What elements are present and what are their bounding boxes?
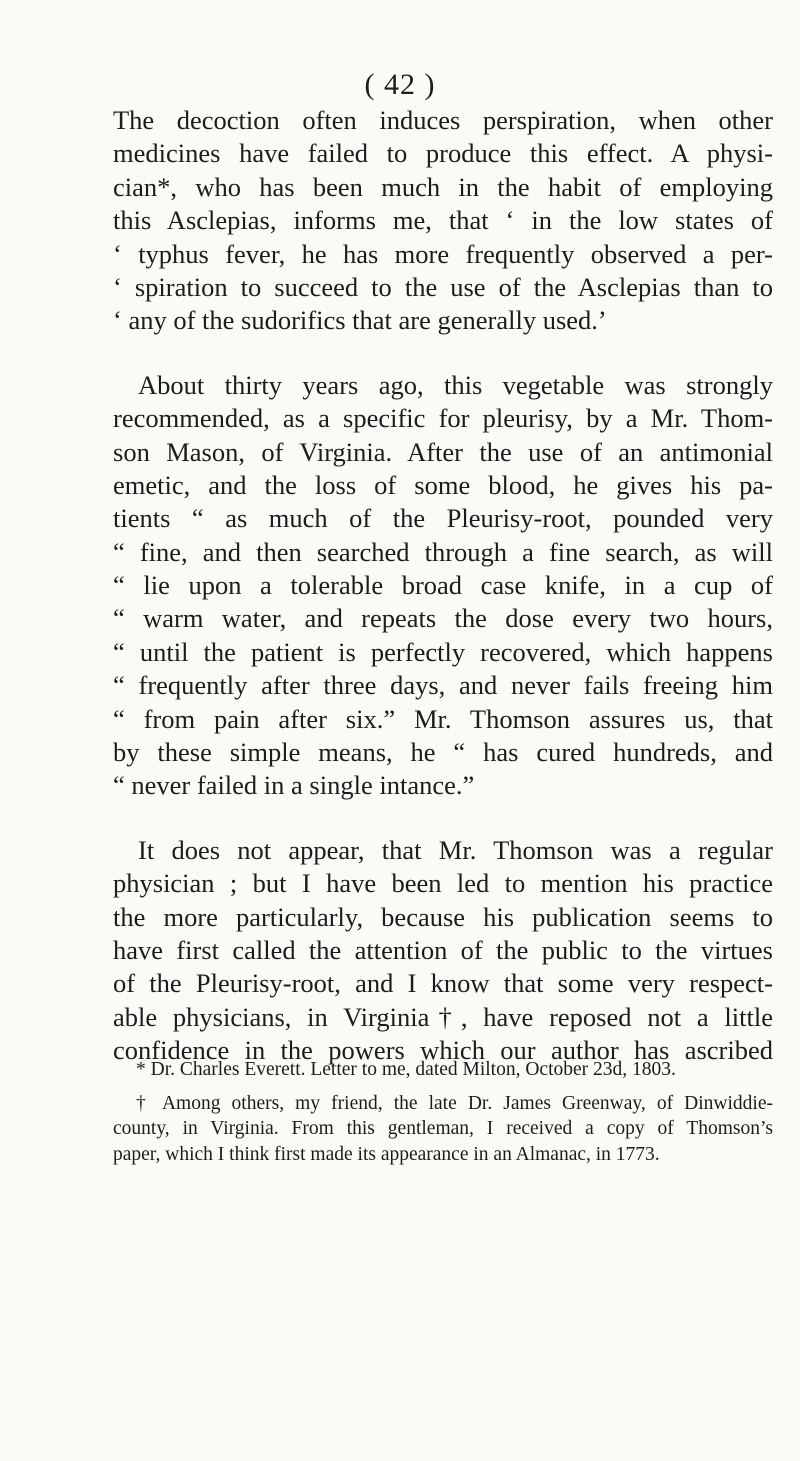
text-line: ‘ spiration to succeed to the use of the Asclepias than to (113, 271, 773, 302)
text-line: ‘ typhus fever, he has more frequently observed a per- (113, 238, 773, 269)
text-line: recommended, as a specific for pleurisy, by a Mr. Thom- (113, 403, 773, 434)
text-line: have first called the attention of the public to the virtues (113, 934, 773, 965)
footnote-line: † Among others, my friend, the late Dr. James Greenway, of Dinwiddie- (136, 1092, 773, 1114)
text-line: tients “ as much of the Pleurisy-root, pounded very (113, 503, 773, 534)
text-line: “ warm water, and repeats the dose every two hours, (113, 603, 773, 634)
text-line: the more particularly, because his publication seems to (113, 901, 773, 932)
body-text (113, 104, 773, 1068)
text-line: ‘ any of the sudorifics that are generally used.’ (113, 305, 607, 336)
text-line: confidence in the powers which our author has ascribed (113, 1035, 773, 1066)
footnotes (113, 1057, 773, 1167)
text-line: son Mason, of Virginia. After the use of an antimonial (113, 436, 773, 467)
text-line: About thirty years ago, this vegetable was strongly (138, 369, 773, 400)
paragraph-decoction (113, 104, 773, 338)
text-line: able physicians, in Virginia†, have reposed not a little (113, 1001, 773, 1032)
text-line: medicines have failed to produce this effect. A physi- (113, 138, 773, 169)
paragraph-thomson-mason (113, 369, 773, 803)
text-line: cian*, who has been much in the habit of employing (113, 171, 773, 202)
text-line: It does not appear, that Mr. Thomson was a regular (138, 834, 773, 865)
footnote-line: * Dr. Charles Everett. Letter to me, dated Milton, October 23d, 1803. (136, 1059, 676, 1080)
text-line: “ frequently after three days, and never fails freeing him (113, 670, 773, 701)
text-line: The decoction often induces perspiration, when other (113, 105, 773, 135)
text-line: “ fine, and then searched through a fine search, as will (113, 536, 773, 567)
text-line: by these simple means, he “ has cured hundreds, and (113, 737, 773, 768)
footnote-line: paper, which I think first made its appearance in an Almanac, in 1773. (113, 1143, 660, 1165)
footnote-everett (113, 1057, 773, 1083)
text-line: of the Pleurisy-root, and I know that some very respect- (113, 968, 773, 999)
footnote-greenway (113, 1091, 773, 1168)
text-line: “ lie upon a tolerable broad case knife, in a cup of (113, 570, 773, 601)
text-line: “ never failed in a single intance.” (113, 770, 475, 801)
text-line: “ from pain after six.” Mr. Thomson assures us, that (113, 703, 773, 734)
text-line: physician ; but I have been led to mention his practice (113, 868, 773, 899)
text-line: this Asclepias, informs me, that ‘ in the low states of (113, 205, 773, 236)
text-line: emetic, and the loss of some blood, he gives his pa- (113, 469, 773, 500)
footnote-line: county, in Virginia. From this gentleman, I received a copy of Thomson’s (113, 1118, 773, 1139)
text-line: “ until the patient is perfectly recovered, which happens (113, 636, 773, 667)
page-number: ( 42 ) (364, 68, 436, 101)
paragraph-regular-physician (113, 834, 773, 1068)
